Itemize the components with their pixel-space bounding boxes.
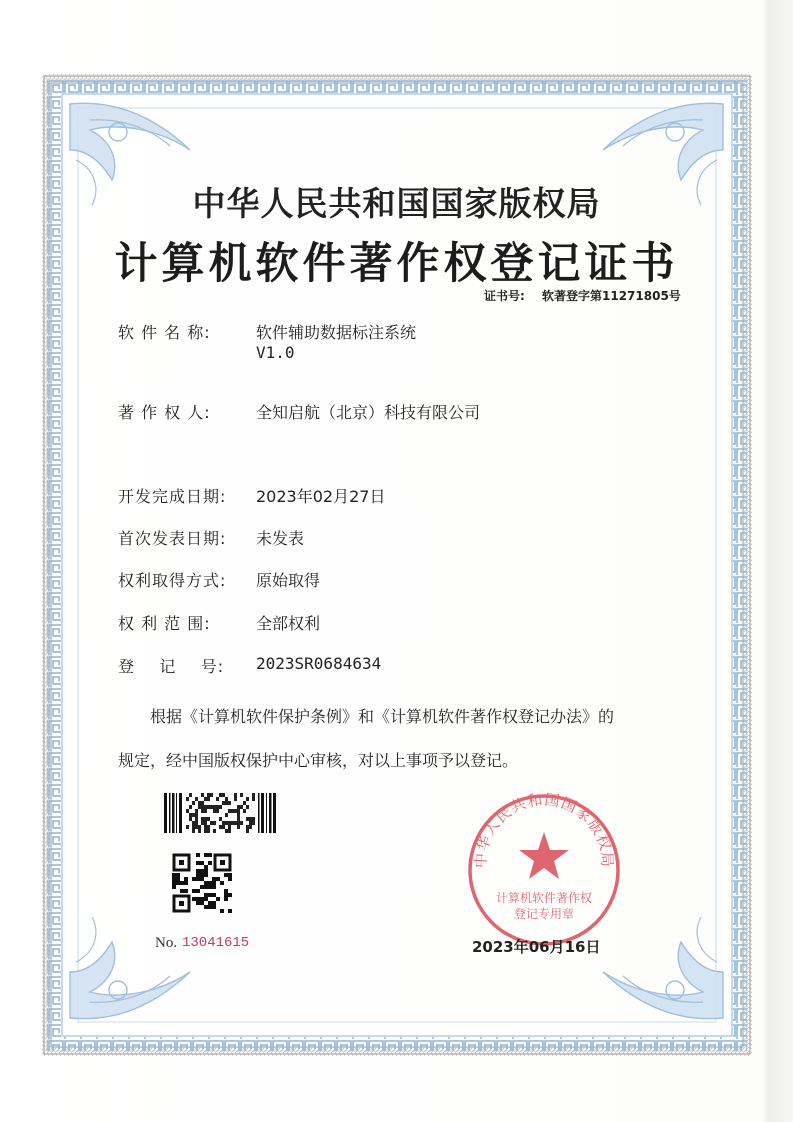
registration-number-label: 登 记 号: <box>118 657 225 676</box>
copyright-owner-value: 全知启航（北京）科技有限公司 <box>256 403 481 422</box>
registration-number-value: 2023SR0684634 <box>256 654 382 673</box>
software-name-label: 软 件 名 称: <box>118 323 211 342</box>
first-publication-label: 首次发表日期: <box>118 529 227 548</box>
declaration-line-1: 根据《计算机软件保护条例》和《计算机软件著作权登记办法》的 <box>150 707 615 726</box>
official-seal <box>464 790 624 950</box>
acquisition-method-label: 权利取得方式: <box>118 571 227 590</box>
first-publication-value: 未发表 <box>256 529 305 548</box>
barcode <box>164 793 276 833</box>
certificate-title: 计算机软件著作权登记证书 <box>114 239 679 289</box>
seal-inner-line-1: 计算机软件著作权 <box>495 891 593 905</box>
completion-date-value: 2023年02月27日 <box>256 487 386 506</box>
rights-scope-value: 全部权利 <box>256 614 321 633</box>
acquisition-method-value: 原始取得 <box>256 571 321 590</box>
rights-scope-label: 权 利 范 围: <box>118 614 211 633</box>
qr-code <box>172 853 232 913</box>
issue-date: 2023年06月16日 <box>472 938 601 956</box>
issuing-agency: 中华人民共和国国家版权局 <box>192 184 601 223</box>
seal-outer-text: 中华人民共和国国家版权局 <box>471 790 617 869</box>
seal-inner-line-2: 登记专用章 <box>513 907 575 921</box>
completion-date-label: 开发完成日期: <box>118 487 227 506</box>
declaration-line-2: 规定，经中国版权保护中心审核，对以上事项予以登记。 <box>118 751 519 770</box>
serial-number: 13041615 <box>182 935 250 951</box>
software-name-value: 软件辅助数据标注系统 <box>256 323 417 342</box>
certificate-number: 软著登字第11271805号 <box>542 289 681 303</box>
copyright-owner-label: 著 作 权 人: <box>118 403 211 422</box>
serial-prefix: No. <box>155 935 178 951</box>
software-version-value: V1.0 <box>256 343 295 362</box>
certificate-number-label: 证书号: <box>484 289 525 303</box>
